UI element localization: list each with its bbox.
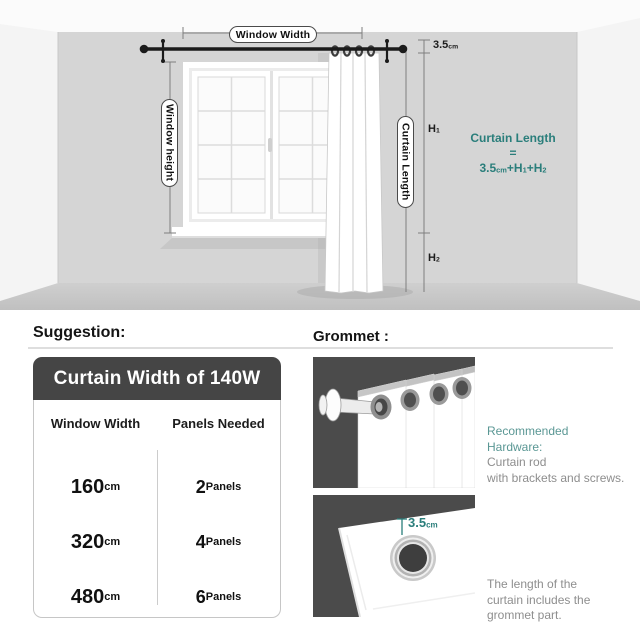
panels-needed-value: 6 Panels xyxy=(195,586,242,607)
curtain-length-label-text: Curtain Length xyxy=(399,123,412,201)
suggestion-table-column-headers xyxy=(34,416,280,431)
window-width-label xyxy=(229,26,317,43)
rod-offset-label: 3.5cm xyxy=(433,39,459,51)
formula-line-2: = xyxy=(509,146,517,160)
formula-line-3: 3.5cm+H1+H2 xyxy=(479,161,547,175)
left-wall xyxy=(0,24,58,301)
window-height-label xyxy=(161,99,178,187)
column-header-panels-needed: Panels Needed xyxy=(172,416,265,431)
hardware-note xyxy=(487,424,624,486)
suggestion-heading: Suggestion: xyxy=(33,324,126,341)
h2-label: H2 xyxy=(428,252,440,264)
hardware-note-line: with brackets and screws. xyxy=(487,470,625,485)
curtain-length-label xyxy=(397,116,414,208)
grommet-closeup-illustration xyxy=(313,495,475,617)
length-note-line: grommet part. xyxy=(487,608,562,622)
curtain xyxy=(325,46,383,293)
panels-needed-value: 2 Panels xyxy=(195,476,242,497)
grommet-ring xyxy=(390,535,436,581)
window-width-value: 480 cm xyxy=(70,585,121,608)
section-divider xyxy=(28,347,613,349)
h1-label: H1 xyxy=(428,123,440,135)
suggestion-table-body xyxy=(33,400,281,618)
window-width-label-text: Window Width xyxy=(235,28,311,41)
hardware-note-line: Recommended xyxy=(487,424,569,438)
panels-needed-value: 4 Panels xyxy=(195,531,242,552)
window-width-value: 160 cm xyxy=(70,475,121,498)
hardware-note-line: Curtain rod xyxy=(487,455,547,469)
grommet-heading: Grommet : xyxy=(313,328,389,345)
right-wall xyxy=(577,18,640,301)
grommet-rod-illustration xyxy=(313,357,475,488)
window-handle xyxy=(268,138,272,152)
length-note xyxy=(487,577,590,624)
window-sill xyxy=(172,227,352,237)
length-note-line: curtain includes the xyxy=(487,592,591,607)
suggestion-table xyxy=(33,357,281,618)
hardware-note-line: Hardware: xyxy=(487,439,543,454)
table-row xyxy=(34,522,280,562)
length-note-line: The length of the xyxy=(487,577,578,591)
table-row xyxy=(34,577,280,617)
grommet-size-label: 3.5cm xyxy=(408,515,438,530)
table-row xyxy=(34,467,280,507)
ceiling xyxy=(0,0,640,32)
window-height-label-text: Window height xyxy=(163,104,176,182)
curtain-length-formula xyxy=(450,131,576,178)
column-header-window-width: Window Width xyxy=(50,416,141,431)
formula-line-1: Curtain Length xyxy=(470,131,556,145)
window-width-value: 320 cm xyxy=(70,530,121,553)
suggestion-table-title: Curtain Width of 140W xyxy=(33,357,281,400)
